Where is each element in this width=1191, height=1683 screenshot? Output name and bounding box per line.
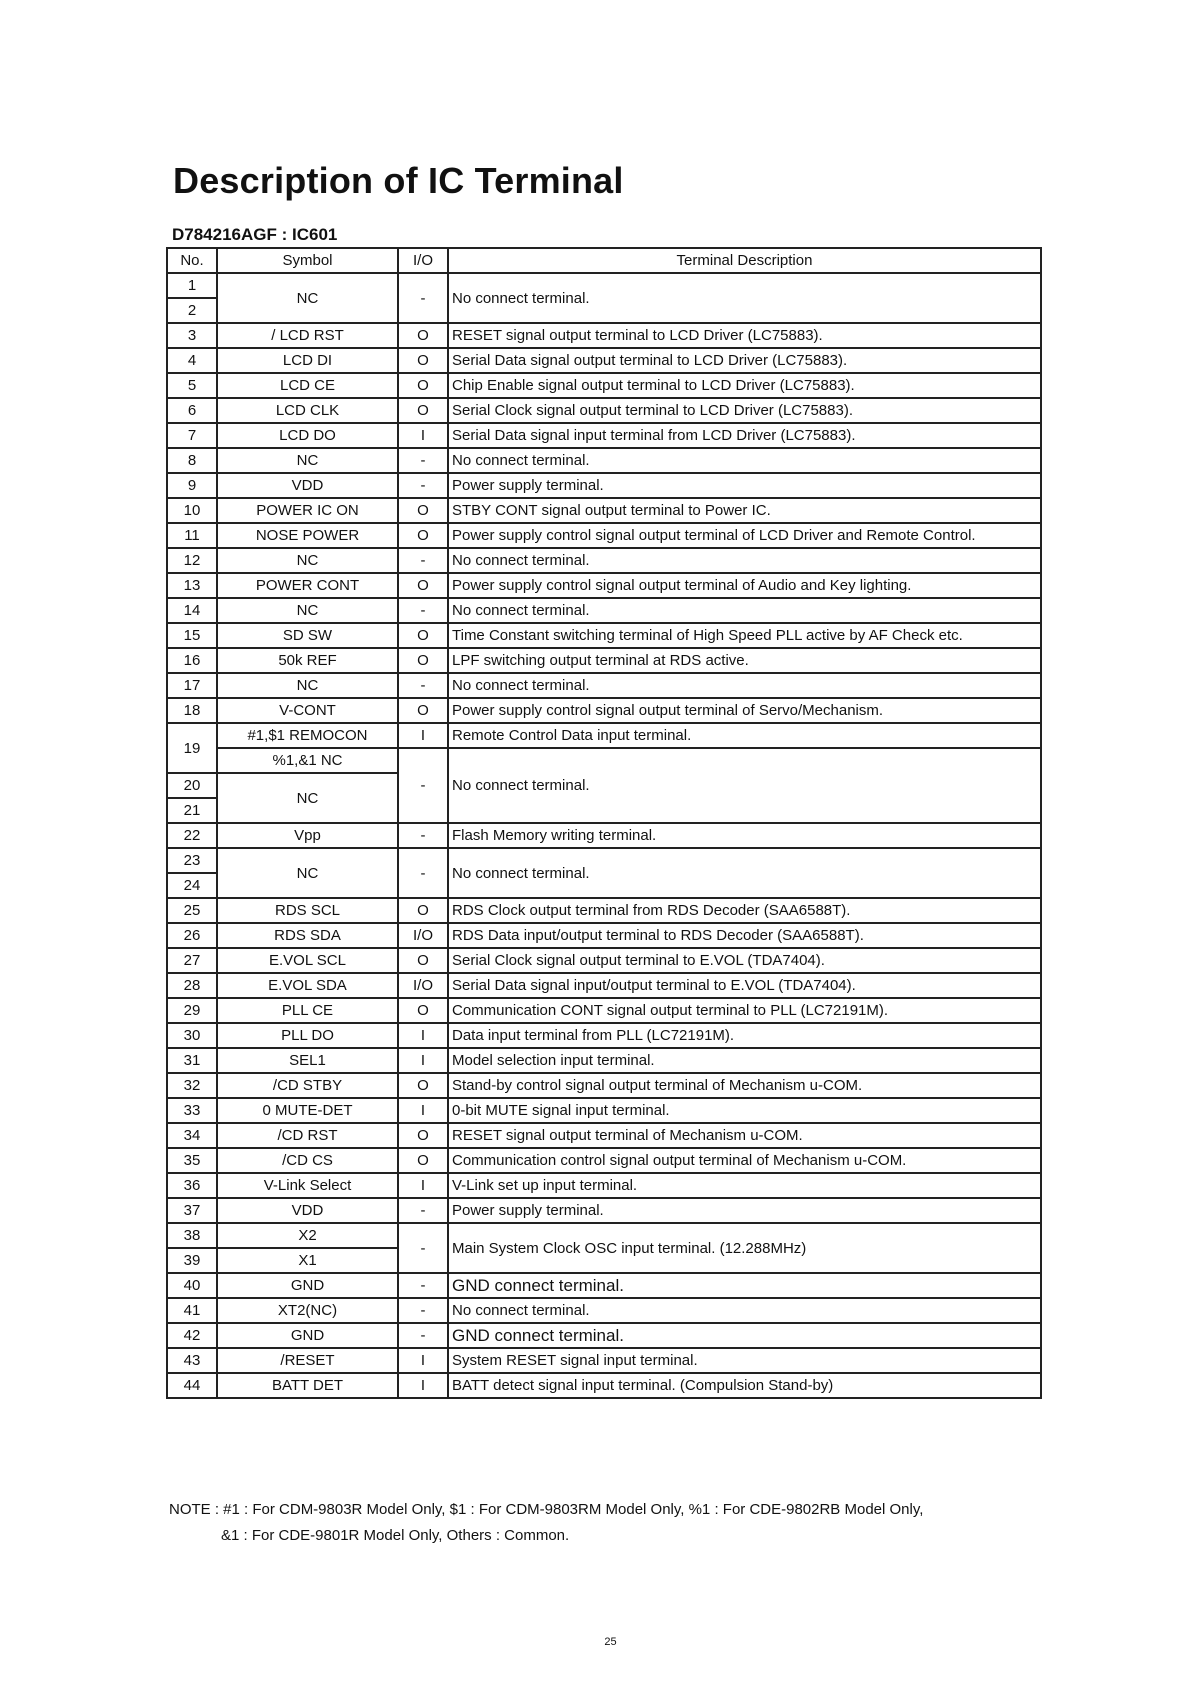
pin-description: V-Link set up input terminal. — [448, 1173, 1041, 1198]
pin-io: I — [398, 1173, 448, 1198]
pin-no: 23 — [167, 848, 217, 873]
pin-no: 24 — [167, 873, 217, 898]
pin-io: - — [398, 1198, 448, 1223]
pin-symbol: /CD STBY — [217, 1073, 398, 1098]
pin-no: 33 — [167, 1098, 217, 1123]
pin-symbol: LCD CLK — [217, 398, 398, 423]
pin-no: 1 — [167, 273, 217, 298]
pin-symbol: RDS SCL — [217, 898, 398, 923]
pin-io: O — [398, 523, 448, 548]
header-io: I/O — [398, 248, 448, 273]
pin-description: Power supply terminal. — [448, 1198, 1041, 1223]
table-row — [167, 673, 1041, 698]
table-row — [167, 1148, 1041, 1173]
table-row — [167, 923, 1041, 948]
pin-no: 18 — [167, 698, 217, 723]
pin-io: O — [398, 948, 448, 973]
pin-symbol: /RESET — [217, 1348, 398, 1373]
pin-description: Power supply terminal. — [448, 473, 1041, 498]
pin-no: 2 — [167, 298, 217, 323]
pin-no: 32 — [167, 1073, 217, 1098]
terminal-table — [166, 247, 1042, 1399]
table-row — [167, 1348, 1041, 1373]
pin-description: RESET signal output terminal to LCD Driver (LC75883). — [448, 323, 1041, 348]
pin-symbol: NC — [217, 773, 398, 823]
pin-no: 36 — [167, 1173, 217, 1198]
pin-description: Serial Clock signal output terminal to LCD Driver (LC75883). — [448, 398, 1041, 423]
pin-description: GND connect terminal. — [448, 1273, 1041, 1298]
pin-symbol: VDD — [217, 473, 398, 498]
pin-description: STBY CONT signal output terminal to Power IC. — [448, 498, 1041, 523]
pin-symbol: RDS SDA — [217, 923, 398, 948]
pin-symbol: NC — [217, 548, 398, 573]
table-row — [167, 648, 1041, 673]
pin-description: RESET signal output terminal of Mechanism u-COM. — [448, 1123, 1041, 1148]
pin-no: 5 — [167, 373, 217, 398]
pin-io: - — [398, 598, 448, 623]
pin-no: 34 — [167, 1123, 217, 1148]
pin-description: Remote Control Data input terminal. — [448, 723, 1041, 748]
pin-description: BATT detect signal input terminal. (Compulsion Stand-by) — [448, 1373, 1041, 1398]
pin-no: 3 — [167, 323, 217, 348]
table-row — [167, 498, 1041, 523]
pin-io: O — [398, 623, 448, 648]
pin-io: I — [398, 1348, 448, 1373]
note-line-2: &1 : For CDE-9801R Model Only, Others : Common. — [221, 1527, 570, 1544]
table-row — [167, 998, 1041, 1023]
pin-description: Main System Clock OSC input terminal. (12.288MHz) — [448, 1223, 1041, 1273]
pin-io: O — [398, 648, 448, 673]
pin-symbol: SEL1 — [217, 1048, 398, 1073]
pin-symbol: E.VOL SCL — [217, 948, 398, 973]
pin-io: I — [398, 1373, 448, 1398]
pin-description: Model selection input terminal. — [448, 1048, 1041, 1073]
pin-description: System RESET signal input terminal. — [448, 1348, 1041, 1373]
table-row — [167, 973, 1041, 998]
pin-no: 19 — [167, 723, 217, 773]
page-title: Description of IC Terminal — [173, 160, 624, 201]
pin-no: 31 — [167, 1048, 217, 1073]
table-row — [167, 548, 1041, 573]
table-row — [167, 598, 1041, 623]
pin-symbol: 0 MUTE-DET — [217, 1098, 398, 1123]
pin-io: O — [398, 898, 448, 923]
pin-io: - — [398, 473, 448, 498]
pin-symbol: V-Link Select — [217, 1173, 398, 1198]
pin-io: O — [398, 1148, 448, 1173]
model-note — [169, 1497, 923, 1549]
header-no: No. — [167, 248, 217, 273]
pin-io: I — [398, 1048, 448, 1073]
pin-no: 12 — [167, 548, 217, 573]
pin-io: O — [398, 998, 448, 1023]
pin-no: 44 — [167, 1373, 217, 1398]
pin-io: O — [398, 698, 448, 723]
pin-description: No connect terminal. — [448, 1298, 1041, 1323]
pin-description: No connect terminal. — [448, 273, 1041, 323]
table-row — [167, 273, 1041, 298]
pin-no: 11 — [167, 523, 217, 548]
pin-symbol: NOSE POWER — [217, 523, 398, 548]
pin-symbol: BATT DET — [217, 1373, 398, 1398]
pin-no: 16 — [167, 648, 217, 673]
pin-no: 28 — [167, 973, 217, 998]
pin-symbol: LCD DI — [217, 348, 398, 373]
pin-symbol: V-CONT — [217, 698, 398, 723]
pin-description: No connect terminal. — [448, 748, 1041, 823]
pin-symbol: Vpp — [217, 823, 398, 848]
pin-no: 30 — [167, 1023, 217, 1048]
page-number: 25 — [604, 1636, 617, 1648]
pin-no: 29 — [167, 998, 217, 1023]
pin-io: - — [398, 748, 448, 823]
pin-description: Serial Data signal input terminal from LCD Driver (LC75883). — [448, 423, 1041, 448]
pin-description: Communication control signal output terminal of Mechanism u-COM. — [448, 1148, 1041, 1173]
note-line-1: NOTE : #1 : For CDM-9803R Model Only, $1 : For CDM-9803RM Model Only, %1 : For CDE-9802RB Model Only, — [169, 1501, 924, 1518]
pin-symbol: GND — [217, 1323, 398, 1348]
pin-no: 38 — [167, 1223, 217, 1248]
pin-description: No connect terminal. — [448, 448, 1041, 473]
pin-io: I — [398, 423, 448, 448]
pin-description: GND connect terminal. — [448, 1323, 1041, 1348]
table-row — [167, 1073, 1041, 1098]
pin-io: O — [398, 498, 448, 523]
pin-symbol: XT2(NC) — [217, 1298, 398, 1323]
pin-symbol: /CD RST — [217, 1123, 398, 1148]
pin-description: No connect terminal. — [448, 598, 1041, 623]
pin-description: RDS Clock output terminal from RDS Decoder (SAA6588T). — [448, 898, 1041, 923]
pin-symbol: VDD — [217, 1198, 398, 1223]
pin-io: - — [398, 548, 448, 573]
pin-no: 39 — [167, 1248, 217, 1273]
table-row — [167, 1198, 1041, 1223]
table-row — [167, 473, 1041, 498]
pin-io: O — [398, 1123, 448, 1148]
pin-io: I/O — [398, 973, 448, 998]
pin-no: 22 — [167, 823, 217, 848]
pin-description: Serial Clock signal output terminal to E.VOL (TDA7404). — [448, 948, 1041, 973]
pin-io: O — [398, 373, 448, 398]
pin-description: Serial Data signal input/output terminal to E.VOL (TDA7404). — [448, 973, 1041, 998]
pin-symbol: %1,&1 NC — [217, 748, 398, 773]
table-row — [167, 1373, 1041, 1398]
pin-description: No connect terminal. — [448, 548, 1041, 573]
pin-no: 14 — [167, 598, 217, 623]
table-row — [167, 1323, 1041, 1348]
pin-io: - — [398, 1298, 448, 1323]
pin-symbol: GND — [217, 1273, 398, 1298]
pin-io: O — [398, 323, 448, 348]
pin-no: 27 — [167, 948, 217, 973]
table-row — [167, 948, 1041, 973]
pin-no: 4 — [167, 348, 217, 373]
pin-symbol: POWER CONT — [217, 573, 398, 598]
table-row — [167, 448, 1041, 473]
pin-description: LPF switching output terminal at RDS active. — [448, 648, 1041, 673]
pin-symbol: PLL CE — [217, 998, 398, 1023]
pin-symbol: POWER IC ON — [217, 498, 398, 523]
pin-symbol: LCD CE — [217, 373, 398, 398]
table-row — [167, 1223, 1041, 1248]
pin-io: I — [398, 1023, 448, 1048]
pin-no: 35 — [167, 1148, 217, 1173]
pin-no: 43 — [167, 1348, 217, 1373]
table-row — [167, 1048, 1041, 1073]
pin-symbol: / LCD RST — [217, 323, 398, 348]
pin-io: - — [398, 1323, 448, 1348]
pin-no: 7 — [167, 423, 217, 448]
pin-io: - — [398, 1273, 448, 1298]
table-row — [167, 1173, 1041, 1198]
pin-symbol: NC — [217, 273, 398, 323]
pin-no: 9 — [167, 473, 217, 498]
pin-description: No connect terminal. — [448, 673, 1041, 698]
table-row — [167, 398, 1041, 423]
pin-no: 15 — [167, 623, 217, 648]
pin-io: - — [398, 448, 448, 473]
pin-description: No connect terminal. — [448, 848, 1041, 898]
table-row — [167, 698, 1041, 723]
pin-io: O — [398, 398, 448, 423]
pin-description: Power supply control signal output terminal of Audio and Key lighting. — [448, 573, 1041, 598]
pin-io: I — [398, 723, 448, 748]
pin-io: O — [398, 573, 448, 598]
pin-symbol: PLL DO — [217, 1023, 398, 1048]
pin-no: 13 — [167, 573, 217, 598]
table-row — [167, 348, 1041, 373]
table-row — [167, 898, 1041, 923]
table-row — [167, 748, 1041, 773]
table-header-row — [167, 248, 1041, 273]
ic-label: D784216AGF : IC601 — [172, 225, 338, 244]
pin-io: I — [398, 1098, 448, 1123]
table-row — [167, 573, 1041, 598]
pin-description: Time Constant switching terminal of High Speed PLL active by AF Check etc. — [448, 623, 1041, 648]
pin-symbol: NC — [217, 448, 398, 473]
pin-symbol: NC — [217, 673, 398, 698]
table-row — [167, 1023, 1041, 1048]
pin-no: 41 — [167, 1298, 217, 1323]
table-row — [167, 623, 1041, 648]
pin-description: Communication CONT signal output terminal to PLL (LC72191M). — [448, 998, 1041, 1023]
pin-description: Power supply control signal output terminal of LCD Driver and Remote Control. — [448, 523, 1041, 548]
table-row — [167, 848, 1041, 873]
pin-no: 26 — [167, 923, 217, 948]
table-row — [167, 373, 1041, 398]
pin-no: 40 — [167, 1273, 217, 1298]
pin-description: Stand-by control signal output terminal of Mechanism u-COM. — [448, 1073, 1041, 1098]
pin-no: 17 — [167, 673, 217, 698]
pin-description: Data input terminal from PLL (LC72191M). — [448, 1023, 1041, 1048]
table-row — [167, 1123, 1041, 1148]
pin-no: 21 — [167, 798, 217, 823]
pin-symbol: LCD DO — [217, 423, 398, 448]
pin-description: 0-bit MUTE signal input terminal. — [448, 1098, 1041, 1123]
pin-description: Chip Enable signal output terminal to LCD Driver (LC75883). — [448, 373, 1041, 398]
pin-no: 25 — [167, 898, 217, 923]
pin-io: - — [398, 273, 448, 323]
pin-symbol: NC — [217, 848, 398, 898]
header-symbol: Symbol — [217, 248, 398, 273]
pin-io: - — [398, 823, 448, 848]
table-row — [167, 823, 1041, 848]
table-row — [167, 1098, 1041, 1123]
pin-symbol: 50k REF — [217, 648, 398, 673]
pin-symbol: E.VOL SDA — [217, 973, 398, 998]
table-row — [167, 523, 1041, 548]
pin-description: Serial Data signal output terminal to LCD Driver (LC75883). — [448, 348, 1041, 373]
pin-io: - — [398, 1223, 448, 1273]
header-description: Terminal Description — [448, 248, 1041, 273]
pin-no: 20 — [167, 773, 217, 798]
pin-description: RDS Data input/output terminal to RDS Decoder (SAA6588T). — [448, 923, 1041, 948]
table-row — [167, 423, 1041, 448]
pin-io: O — [398, 1073, 448, 1098]
pin-description: Power supply control signal output terminal of Servo/Mechanism. — [448, 698, 1041, 723]
pin-description: Flash Memory writing terminal. — [448, 823, 1041, 848]
pin-io: - — [398, 848, 448, 898]
pin-no: 37 — [167, 1198, 217, 1223]
table-row — [167, 1298, 1041, 1323]
pin-symbol: /CD CS — [217, 1148, 398, 1173]
pin-no: 8 — [167, 448, 217, 473]
table-row — [167, 723, 1041, 748]
pin-symbol: X2 — [217, 1223, 398, 1248]
table-row — [167, 323, 1041, 348]
pin-no: 10 — [167, 498, 217, 523]
pin-io: - — [398, 673, 448, 698]
pin-symbol: NC — [217, 598, 398, 623]
pin-no: 42 — [167, 1323, 217, 1348]
pin-io: O — [398, 348, 448, 373]
pin-no: 6 — [167, 398, 217, 423]
pin-symbol: #1,$1 REMOCON — [217, 723, 398, 748]
pin-io: I/O — [398, 923, 448, 948]
pin-symbol: X1 — [217, 1248, 398, 1273]
pin-symbol: SD SW — [217, 623, 398, 648]
table-row — [167, 1273, 1041, 1298]
